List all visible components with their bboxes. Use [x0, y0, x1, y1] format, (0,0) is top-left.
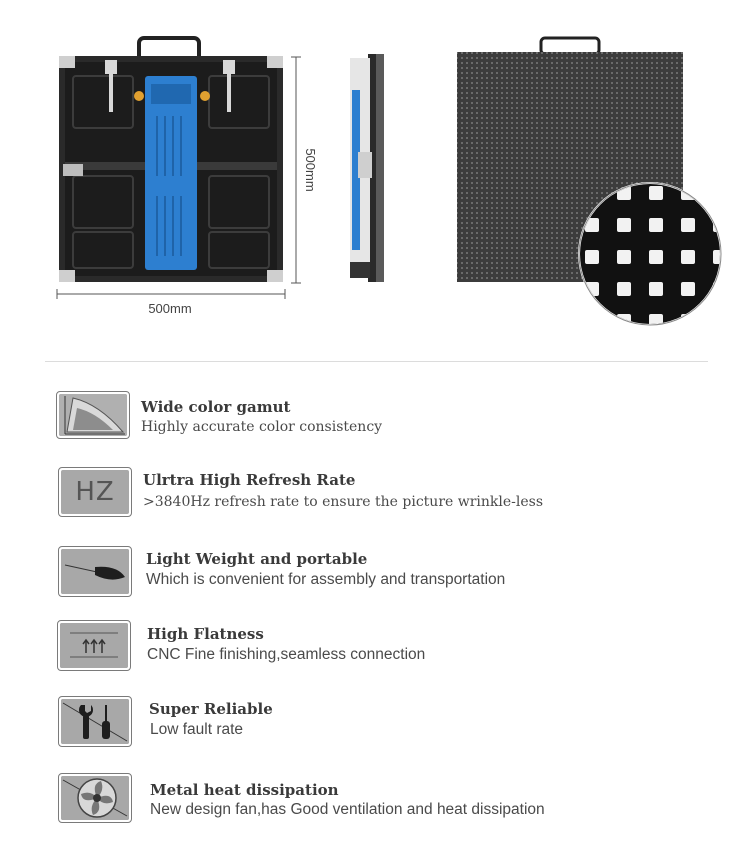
height-label: 500mm: [303, 148, 318, 192]
feature-desc-color-gamut: Highly accurate color consistency: [141, 419, 383, 435]
cabinet-side-view: [348, 52, 388, 284]
feature-desc-flatness: CNC Fine finishing,seamless connection: [147, 646, 426, 663]
height-dimension-line: [290, 55, 302, 285]
feature-title-reliable: Super Reliable: [149, 700, 273, 718]
feature-title-refresh-rate: Ulrtra High Refresh Rate: [143, 471, 356, 489]
feature-desc-refresh-rate: >3840Hz refresh rate to ensure the picture wrinkle-less: [143, 494, 544, 510]
color-gamut-icon: [56, 391, 130, 439]
cabinet-back-view: [55, 36, 287, 288]
feature-title-light-weight: Light Weight and portable: [146, 550, 368, 568]
feature-title-flatness: High Flatness: [147, 625, 264, 643]
feature-desc-heat-dissipation: New design fan,has Good ventilation and heat dissipation: [150, 801, 545, 818]
wrench-screwdriver-icon: [58, 696, 132, 747]
feature-title-heat-dissipation: Metal heat dissipation: [150, 781, 339, 799]
width-dimension-line: [56, 288, 286, 300]
feather-icon: [58, 546, 132, 597]
flatness-arrows-icon: [57, 620, 131, 671]
hz-icon-text: HZ: [75, 477, 115, 507]
cabinet-front-view: [455, 36, 730, 331]
feature-title-color-gamut: Wide color gamut: [141, 398, 291, 416]
width-label: 500mm: [148, 301, 192, 316]
feature-desc-light-weight: Which is convenient for assembly and transportation: [146, 571, 506, 588]
fan-icon: [58, 773, 132, 823]
feature-desc-reliable: Low fault rate: [150, 721, 244, 738]
section-divider: [45, 361, 708, 362]
hz-icon: [58, 467, 132, 517]
